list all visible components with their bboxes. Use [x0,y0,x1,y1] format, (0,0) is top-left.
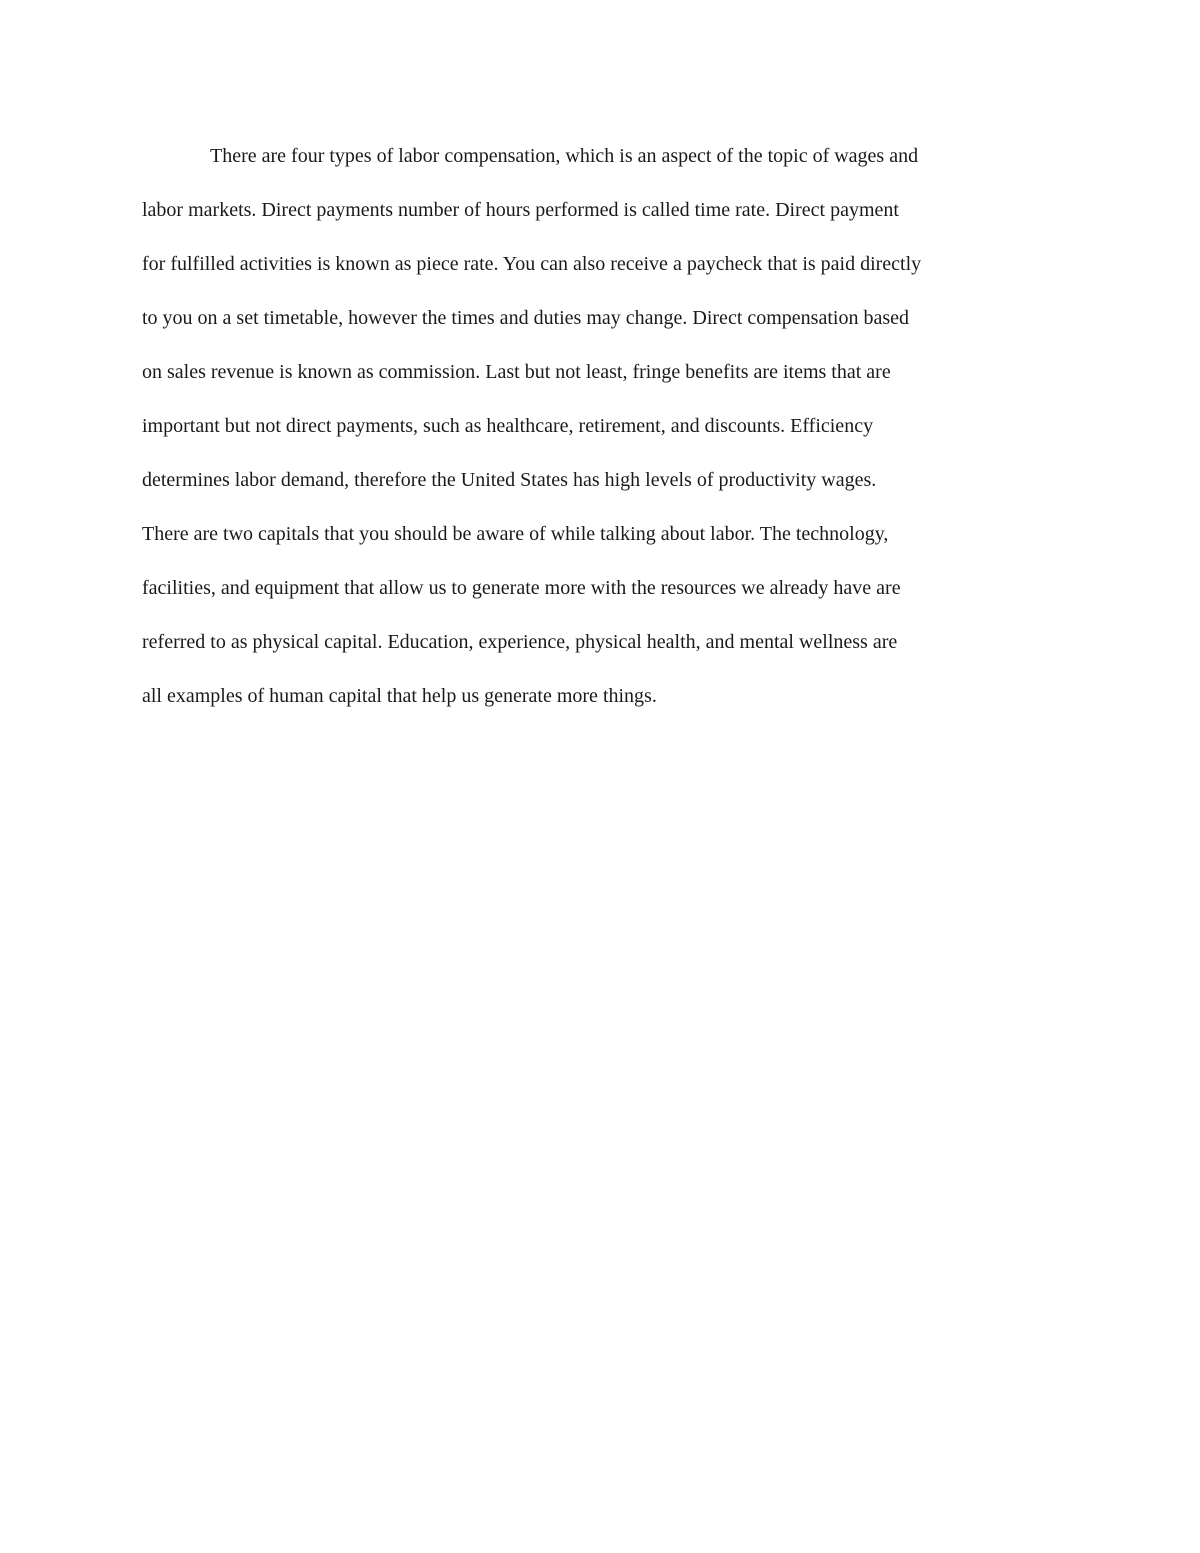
paragraph-line: determines labor demand, therefore the United States has high levels of productivity wages. [142,469,877,491]
paragraph-line: to you on a set timetable, however the times and duties may change. Direct compensation based [142,307,909,329]
body-paragraph [142,141,1072,735]
paragraph-line: There are two capitals that you should be aware of while talking about labor. The technology, [142,523,889,545]
paragraph-line: important but not direct payments, such as healthcare, retirement, and discounts. Efficiency [142,415,874,437]
paragraph-line: There are four types of labor compensation, which is an aspect of the topic of wages and [210,145,919,167]
paragraph-line: facilities, and equipment that allow us to generate more with the resources we already have are [142,577,901,599]
paragraph-line: referred to as physical capital. Education, experience, physical health, and mental wellness are [142,631,898,653]
paragraph-line: on sales revenue is known as commission. Last but not least, fringe benefits are items that are [142,361,891,383]
paragraph-line: all examples of human capital that help us generate more things. [142,685,657,707]
paragraph-line: for fulfilled activities is known as piece rate. You can also receive a paycheck that is paid directly [142,253,922,275]
paragraph-line: labor markets. Direct payments number of hours performed is called time rate. Direct payment [142,199,899,221]
